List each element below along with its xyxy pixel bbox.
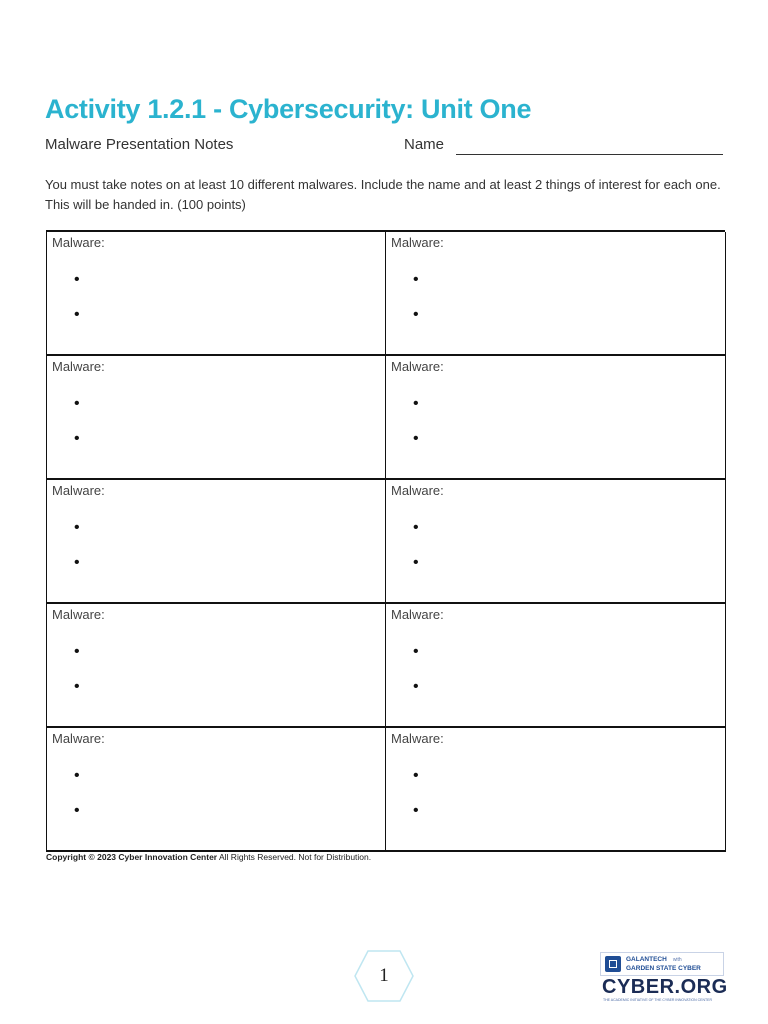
bullet-point: • [74,519,80,536]
malware-note-cell[interactable] [47,232,386,356]
logo-garden-state: GARDEN STATE CYBER [626,965,701,972]
logo-wordmark: CYBER.ORG [602,976,728,998]
malware-label: Malware: [391,731,444,746]
galantech-banner [600,952,724,976]
bullet-point: • [74,802,80,819]
logo-galantech: GALANTECH [626,956,667,963]
bullet-point: • [74,306,80,323]
malware-note-cell[interactable] [386,480,726,604]
chip-icon [605,956,621,972]
bullet-point: • [413,643,419,660]
malware-note-cell[interactable] [386,232,726,356]
malware-label: Malware: [391,607,444,622]
malware-note-cell[interactable] [47,604,386,728]
page-title: Activity 1.2.1 - Cybersecurity: Unit One [45,94,532,124]
name-field[interactable] [456,154,723,155]
malware-label: Malware: [52,607,105,622]
logo-tagline: THE ACADEMIC INITIATIVE OF THE CYBER INNOVATION CENTER [603,998,713,1002]
malware-note-cell[interactable] [47,728,386,852]
bullet-point: • [74,271,80,288]
copyright-rights: All Rights Reserved. Not for Distribution. [217,852,372,862]
malware-label: Malware: [52,235,105,250]
bullet-point: • [74,395,80,412]
bullet-point: • [74,767,80,784]
bullet-point: • [74,554,80,571]
name-label: Name [404,136,445,153]
bullet-point: • [74,643,80,660]
malware-note-cell[interactable] [386,604,726,728]
malware-label: Malware: [391,359,444,374]
malware-label: Malware: [52,359,105,374]
malware-note-cell[interactable] [386,356,726,480]
page-subtitle: Malware Presentation Notes [45,136,234,153]
bullet-point: • [413,767,419,784]
instructions-text: You must take notes on at least 10 different malwares. Include the name and at least 2 things of interest for each one. This will be handed in. (100 points) [45,177,721,212]
bullet-point: • [413,519,419,536]
malware-notes-table [46,230,725,852]
bullet-point: • [413,306,419,323]
cyber-org-logo [600,952,726,1004]
copyright-notice [46,852,371,862]
logo-with: with [672,957,682,963]
page-number-badge [354,950,414,1002]
bullet-point: • [413,395,419,412]
bullet-point: • [74,430,80,447]
bullet-point: • [413,802,419,819]
malware-label: Malware: [52,731,105,746]
malware-note-cell[interactable] [47,480,386,604]
bullet-point: • [413,554,419,571]
bullet-point: • [413,678,419,695]
malware-label: Malware: [52,483,105,498]
malware-note-cell[interactable] [386,728,726,852]
bullet-point: • [413,271,419,288]
page-number: 1 [379,965,389,986]
bullet-point: • [74,678,80,695]
bullet-point: • [413,430,419,447]
malware-label: Malware: [391,235,444,250]
copyright-holder: Copyright © 2023 Cyber Innovation Center [46,852,218,862]
malware-label: Malware: [391,483,444,498]
malware-note-cell[interactable] [47,356,386,480]
